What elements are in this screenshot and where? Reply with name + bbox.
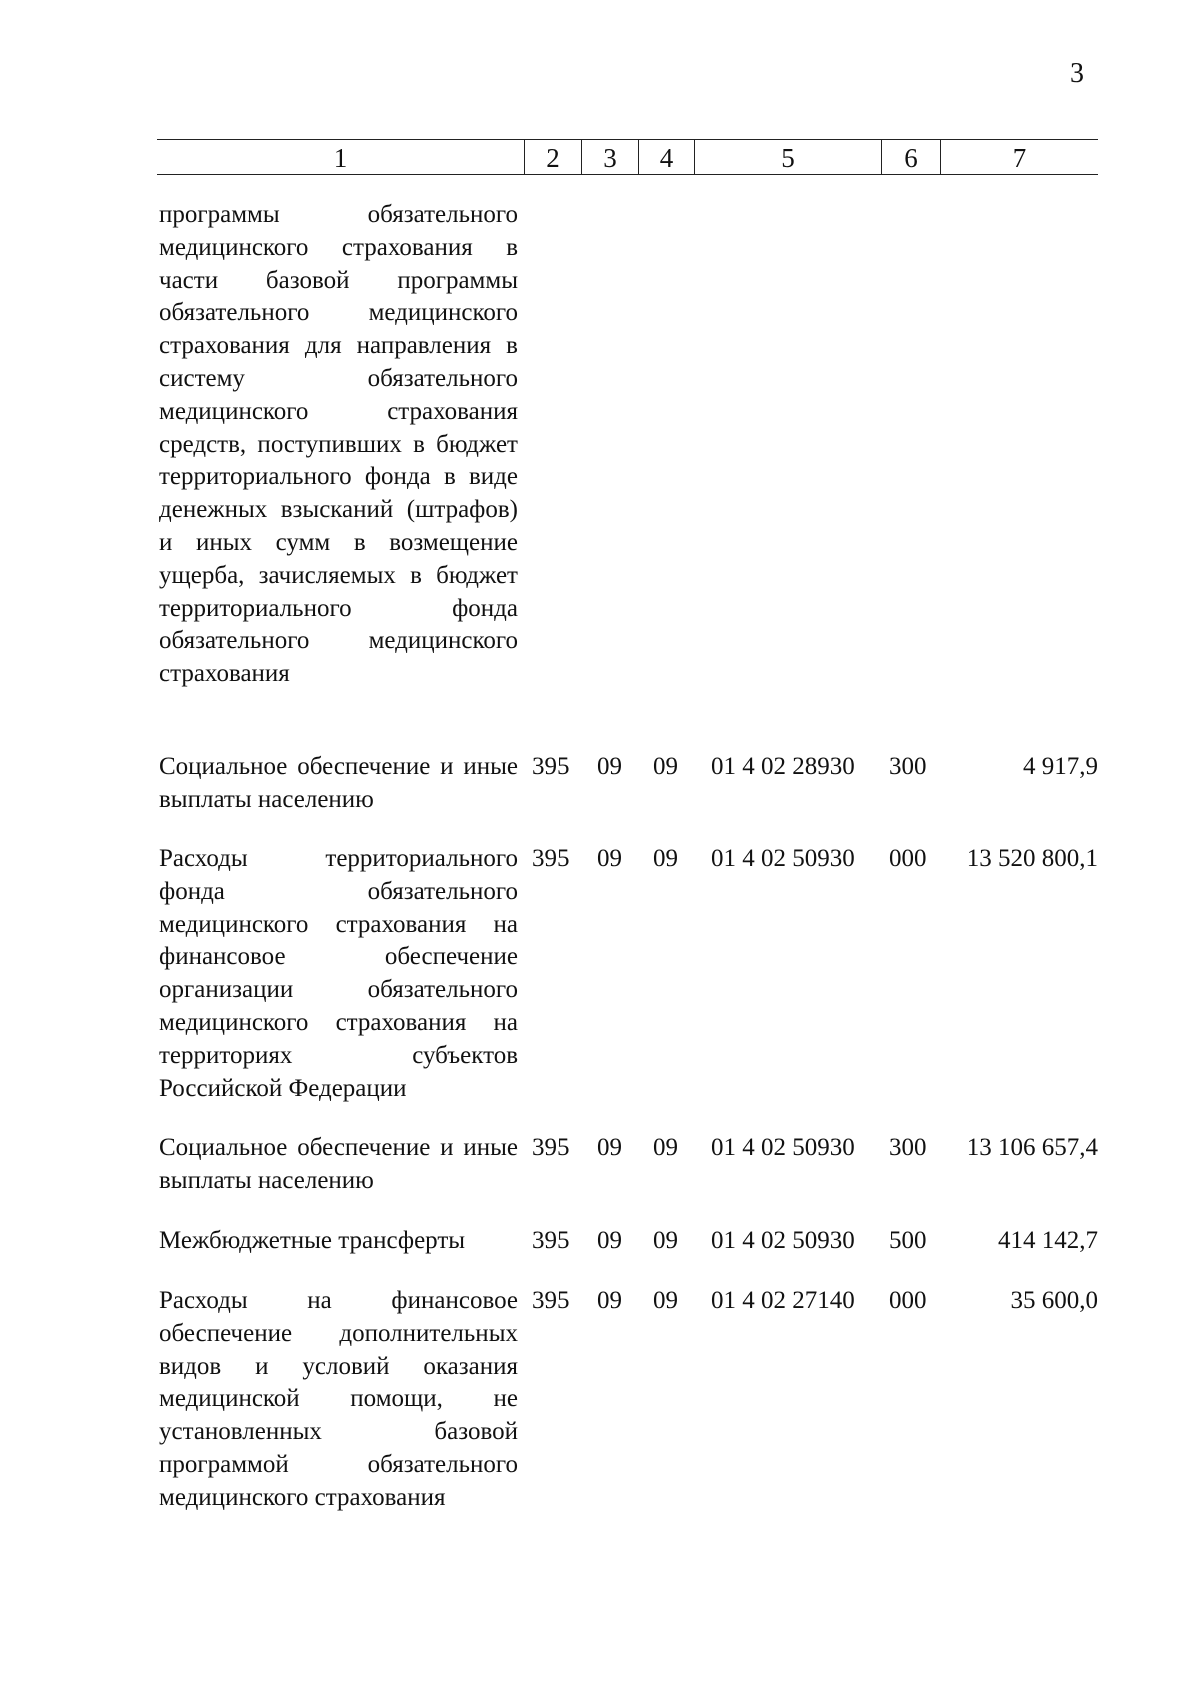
row-description: Социальное обеспечение и иные выплаты населению (159, 753, 518, 813)
row-col-7: 13 520 800,1 (966, 845, 1098, 872)
header-col-3: 3 (582, 140, 639, 174)
row-col-6: 000 (889, 1287, 927, 1314)
row-col-7: 4 917,9 (1023, 753, 1098, 780)
row-col-4: 09 (653, 1287, 678, 1314)
header-col-5: 5 (695, 140, 882, 174)
row-col-5: 01 4 02 50930 (711, 1227, 855, 1254)
row-description: Расходы территориального фонда обязательного медицинского страхования на финансовое обеспечение организации обязательного медицинского страхования на территориях субъектов Российской Федерации (159, 845, 518, 1102)
row-col-6: 500 (889, 1227, 927, 1254)
row-col-4: 09 (653, 1227, 678, 1254)
row-col-3: 09 (597, 1227, 622, 1254)
row-description: программы обязательного медицинского страхования в части базовой программы обязательного медицинского страхования для направления в систему обязательного медицинского страхования средств, поступивших в бюджет территориального фонда в виде денежных взысканий (штрафов) и иных сумм в возмещение ущерба, зачисляемых в бюджет территориального фонда обязательного медицинского страхования (159, 201, 518, 688)
page-number: 3 (1070, 58, 1084, 89)
row-description: Социальное обеспечение и иные выплаты населению (159, 1134, 518, 1194)
table-header (157, 139, 1098, 175)
header-col-4: 4 (639, 140, 695, 174)
row-col-7: 13 106 657,4 (966, 1134, 1098, 1161)
row-col-4: 09 (653, 1134, 678, 1161)
row-description: Межбюджетные трансферты (159, 1227, 466, 1254)
row-col-5: 01 4 02 27140 (711, 1287, 855, 1314)
row-col-3: 09 (597, 753, 622, 780)
row-col-5: 01 4 02 28930 (711, 753, 855, 780)
row-col-3: 09 (597, 1134, 622, 1161)
row-col-2: 395 (532, 1227, 570, 1254)
header-col-6: 6 (882, 140, 941, 174)
row-col-4: 09 (653, 845, 678, 872)
row-col-2: 395 (532, 1287, 570, 1314)
row-col-3: 09 (597, 845, 622, 872)
row-col-2: 395 (532, 845, 570, 872)
header-col-1: 1 (157, 140, 525, 174)
row-col-6: 300 (889, 753, 927, 780)
row-col-6: 000 (889, 845, 927, 872)
header-col-7: 7 (1012, 143, 1027, 173)
row-col-2: 395 (532, 753, 570, 780)
header-col-2: 2 (525, 140, 582, 174)
row-col-3: 09 (597, 1287, 622, 1314)
row-col-5: 01 4 02 50930 (711, 845, 855, 872)
row-col-2: 395 (532, 1134, 570, 1161)
row-col-4: 09 (653, 753, 678, 780)
row-col-7: 35 600,0 (1010, 1287, 1098, 1314)
row-description: Расходы на финансовое обеспечение дополнительных видов и условий оказания медицинской помощи, не установленных базовой программой обязательного медицинского страхования (159, 1287, 518, 1511)
row-col-7: 414 142,7 (998, 1227, 1098, 1254)
row-col-6: 300 (889, 1134, 927, 1161)
row-col-5: 01 4 02 50930 (711, 1134, 855, 1161)
